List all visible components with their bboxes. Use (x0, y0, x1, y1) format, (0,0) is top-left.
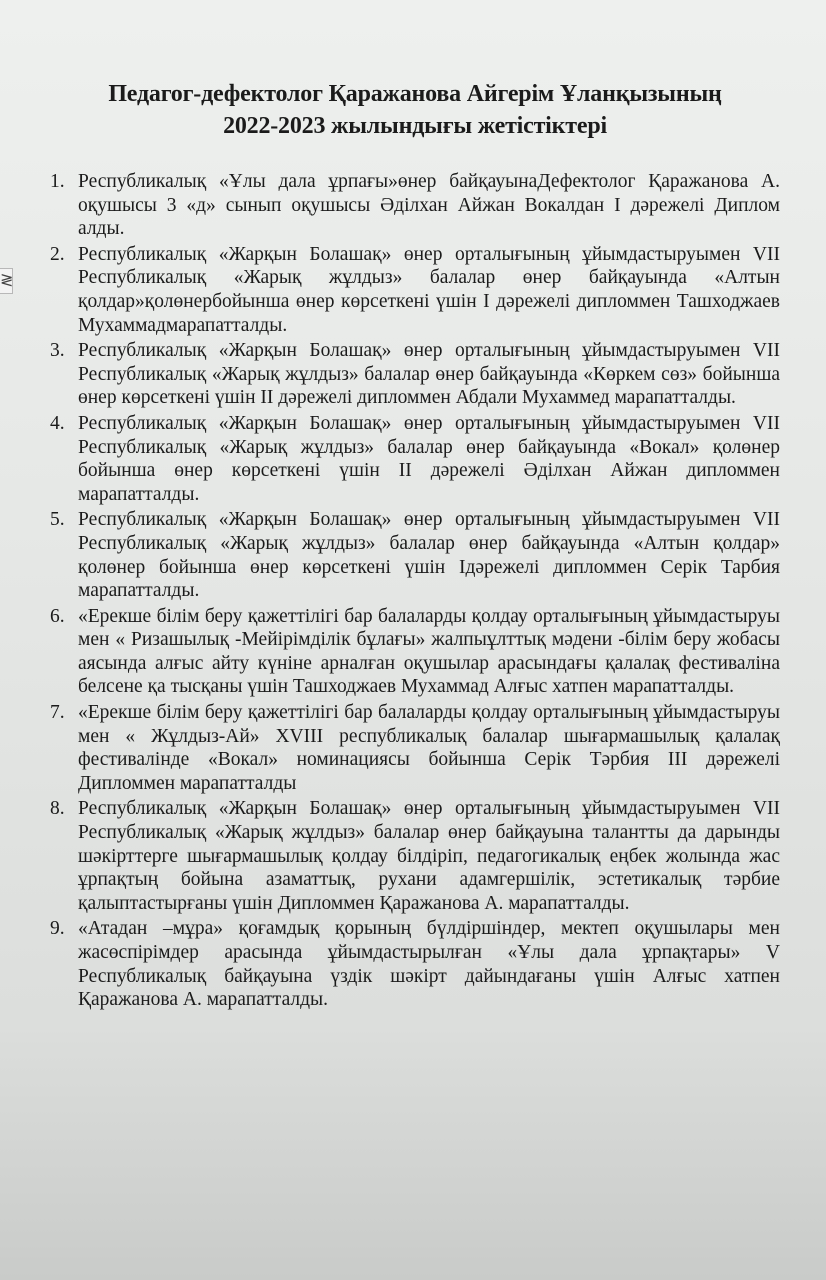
item-text: Республикалық «Жарқын Болашақ» өнер орталығының ұйымдастыруымен VII Республикалық «Жарық жұлдыз» балалар өнер байқауында «Алтын қолдар» қолөнер бойынша өнер көрсеткені үшін Ідәрежелі дипломмен Серік Тарбия марапатталды. (78, 509, 780, 602)
list-item (50, 508, 780, 602)
item-text: «Ерекше білім беру қажеттілігі бар балаларды қолдау орталығының ұйымдастыруы мен « Жұлдыз-Ай» XVIII республикалық балалар шығармашылық қалалақ фестивалінде «Вокал» номинациясы бойынша Серік Тәрбия ІІІ дәрежелі Дипломмен марапатталды (78, 702, 780, 794)
item-text: Республикалық «Жарқын Болашақ» өнер орталығының ұйымдастыруымен VII Республикалық «Жарық жұлдыз» балалар өнер байқауына талантты да дарынды шәкірттерге шығармашылық қолдау білдіріп, педагогикалық еңбек жолында жас ұрпақтың бойына азаматтық, рухани адамгершілік, эстетикалық тәрбие қалыптастырғаны үшін Дипломмен Қаражанова А. марапатталды. (78, 798, 780, 914)
item-number: 7. (50, 702, 65, 724)
item-text: Республикалық «Жарқын Болашақ» өнер орталығының ұйымдастыруымен VII Республикалық «Жарық жұлдыз» балалар өнер байқауында «Алтын қолдар»қолөнербойынша өнер көрсеткені үшін І дәрежелі дипломмен Ташходжаев Мухаммадмарапатталды. (78, 243, 780, 336)
item-number: 2. (50, 243, 65, 265)
list-item (50, 243, 780, 337)
achievements-list (50, 170, 780, 1012)
paragraph-mark-icon[interactable]: ≷ (0, 268, 13, 294)
item-number: 6. (50, 605, 65, 627)
item-text: Республикалық «Жарқын Болашақ» өнер орталығының ұйымдастыруымен VII Республикалық «Жарық жұлдыз» балалар өнер байқауында «Вокал» қолөнер бойынша өнер көрсеткені үшін ІІ дәрежелі Әділхан Айжан дипломмен марапатталды. (78, 412, 780, 505)
item-number: 9. (50, 918, 65, 940)
item-number: 3. (50, 340, 65, 362)
title-line-2: 2022-2023 жылындығы жетістіктері (223, 113, 607, 139)
item-number: 8. (50, 798, 65, 820)
item-number: 1. (50, 171, 65, 192)
list-item (50, 339, 780, 410)
item-text: «Атадан –мұра» қоғамдық қорының бүлдіршіндер, мектеп оқушылары мен жасөспірімдер арасында ұйымдастырылған «Ұлы дала ұрпақтары» V Республикалық байқауына үздік шәкірт дайындағаны үшін Алғыс хатпен Қаражанова А. марапатталды. (78, 918, 780, 1011)
item-number: 5. (50, 509, 65, 531)
list-item (50, 917, 780, 1011)
list-item (50, 797, 780, 915)
item-text: Республикалық «Жарқын Болашақ» өнер орталығының ұйымдастыруымен VII Республикалық «Жарық жұлдыз» балалар өнер байқауында «Көркем сөз» бойынша өнер көрсеткені үшін ІІ дәрежелі дипломмен Абдали Мухаммед марапатталды. (78, 340, 780, 409)
list-item (50, 412, 780, 506)
item-number: 4. (50, 412, 65, 434)
title-line-1: Педагог-дефектолог Қаражанова Айгерім Ұланқызының (108, 81, 722, 107)
list-item (50, 701, 780, 795)
item-text: «Ерекше білім беру қажеттілігі бар балаларды қолдау орталығының ұйымдастыруы мен « Ризашылық -Мейірімділік бұлағы» жалпыұлттық мәдени -білім беру жобасы аясында алғыс айту күніне арналған оқушылар арасындағы қалалақ фестиваліна белсене қа тысқаны үшін Ташходжаев Мухаммад Алғыс хатпен марапатталды. (78, 605, 780, 698)
document-title (50, 78, 780, 142)
list-item (50, 170, 780, 241)
list-item (50, 605, 780, 699)
item-text: Республикалық «Ұлы дала ұрпағы»өнер байқауынаДефектолог Қаражанова А. оқушысы 3 «д» сынып оқушысы Әділхан Айжан Вокалдан І дәрежелі Диплом алды. (78, 171, 780, 240)
